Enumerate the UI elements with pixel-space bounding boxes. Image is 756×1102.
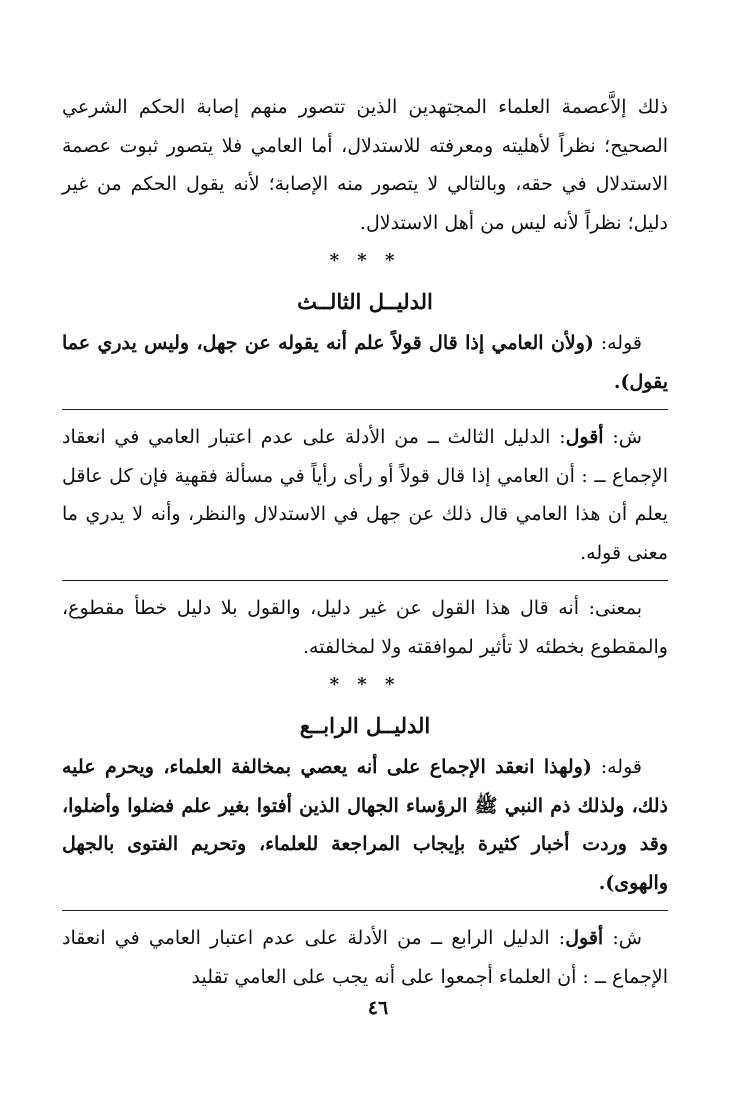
- quote-paragraph-fourth: [62, 748, 668, 902]
- section-heading-fourth-evidence: الدليــل الرابــع: [299, 713, 431, 738]
- quote-lead: قوله:: [591, 756, 642, 778]
- explanation-paragraph-third: [62, 418, 668, 572]
- section-divider-line: [62, 580, 668, 581]
- explanation-paragraph-fourth: [62, 919, 668, 996]
- section-divider-line: [62, 409, 668, 410]
- explanation-text: : الدليل الرابع ــ من الأدلة على عدم اعتبار العامي في انعقاد الإجماع ــ : أن العلماء أجمعوا على أنه يجب على العامي تقليد: [62, 927, 668, 988]
- page-body: [62, 88, 668, 996]
- quoted-text: (ولأن العامي إذا قال قولاً علم أنه يقوله عن جهل، وليس يدري عما يقول).: [62, 332, 668, 393]
- section-heading-third-evidence: الدليــل الثالــث: [297, 289, 433, 314]
- page-number: ٤٦: [367, 997, 389, 1019]
- section-separator-stars: * * *: [329, 674, 401, 695]
- explanation-lead: ش:: [603, 426, 642, 448]
- explanation-lead: ش:: [603, 927, 642, 949]
- section-divider-line: [62, 910, 668, 911]
- explanation-keyword: أقول: [565, 927, 604, 949]
- quote-lead: قوله:: [593, 332, 642, 354]
- explanation-keyword: أقول: [565, 426, 604, 448]
- meaning-paragraph: بمعنى: أنه قال هذا القول عن غير دليل، والقول بلا دليل خطأ مقطوع، والمقطوع بخطئه لا تأثير لموافقته ولا لمخالفته.: [62, 597, 668, 658]
- intro-paragraph: ذلك إلاَّعصمة العلماء المجتهدين الذين تتصور منهم إصابة الحكم الشرعي الصحيح؛ نظراً لأهليته ومعرفته للاستدلال، أما العامي فلا يتصور ثبوت عصمة الاستدلال في حقه، وبالتالي لا يتصور منه الإصابة؛ لأنه يقول الحكم من غير دليل؛ نظراً لأنه ليس من أهل الاستدلال.: [62, 96, 668, 234]
- explanation-text: : الدليل الثالث ــ من الأدلة على عدم اعتبار العامي في انعقاد الإجماع ــ : أن العامي إذا قال قولاً أو رأى رأياً في مسألة فقهية فإن كل عاقل يعلم أن هذا العامي قال ذلك عن جهل في الاستدلال والنظر، وأنه لا يدري ما معنى قوله.: [62, 426, 668, 564]
- quote-paragraph-third: [62, 324, 668, 401]
- quoted-text: (ولهذا انعقد الإجماع على أنه يعصي بمخالفة العلماء، ويحرم عليه ذلك، ولذلك ذم النبي ﷺ الرؤساء الجهال الذين أفتوا بغير علم فضلوا وأضلوا، وقد وردت أخبار كثيرة بإيجاب المراجعة للعلماء، وتحريم الفتوى بالجهل والهوى).: [62, 756, 668, 894]
- section-separator-stars: * * *: [329, 250, 401, 271]
